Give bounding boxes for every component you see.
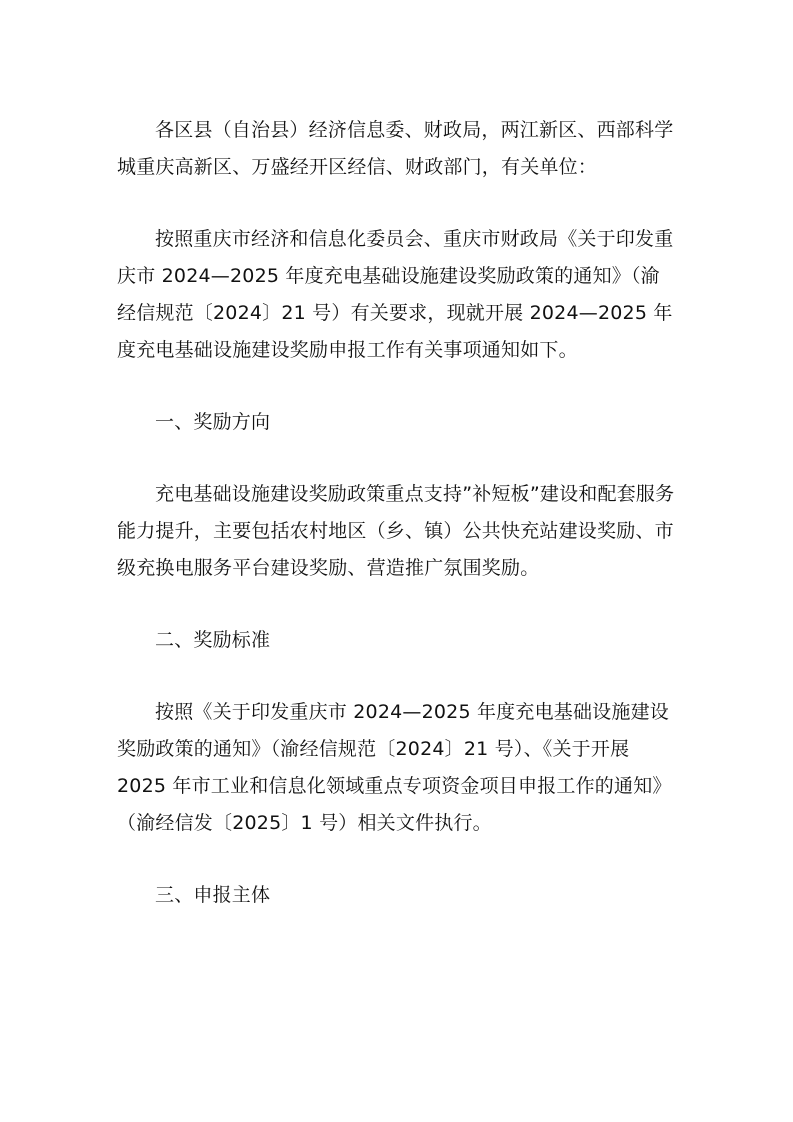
section-heading-applicant: 三、申报主体 [155,884,271,906]
reward-direction-paragraph: 充电基础设施建设奖励政策重点支持”补短板”建设和配套服务能力提升，主要包括农村地区（乡、镇）公共快充站建设奖励、市级充换电服务平台建设奖励、营造推广氛围奖励。 [117,483,675,579]
section-heading-reward-direction: 一、奖励方向 [155,411,271,433]
intro-paragraph: 按照重庆市经济和信息化委员会、重庆市财政局《关于印发重庆市 2024—2025 年度充电基础设施建设奖励政策的通知》（渝经信规范〔2024〕21 号）有关要求，现就开展 2024—2025 年度充电基础设施建设奖励申报工作有关事项通知如下。 [117,228,674,361]
addressee-paragraph: 各区县（自治县）经济信息委、财政局，两江新区、西部科学城重庆高新区、万盛经开区经信、财政部门，有关单位： [117,119,674,178]
reward-standard-paragraph: 按照《关于印发重庆市 2024—2025 年度充电基础设施建设奖励政策的通知》（渝经信规范〔2024〕21 号）、《关于开展 2025 年市工业和信息化领域重点专项资金项目申报工作的通知》（渝经信发〔2025〕1 号）相关文件执行。 [117,701,672,834]
document-page [117,112,677,914]
section-heading-reward-standard: 二、奖励标准 [155,629,271,651]
